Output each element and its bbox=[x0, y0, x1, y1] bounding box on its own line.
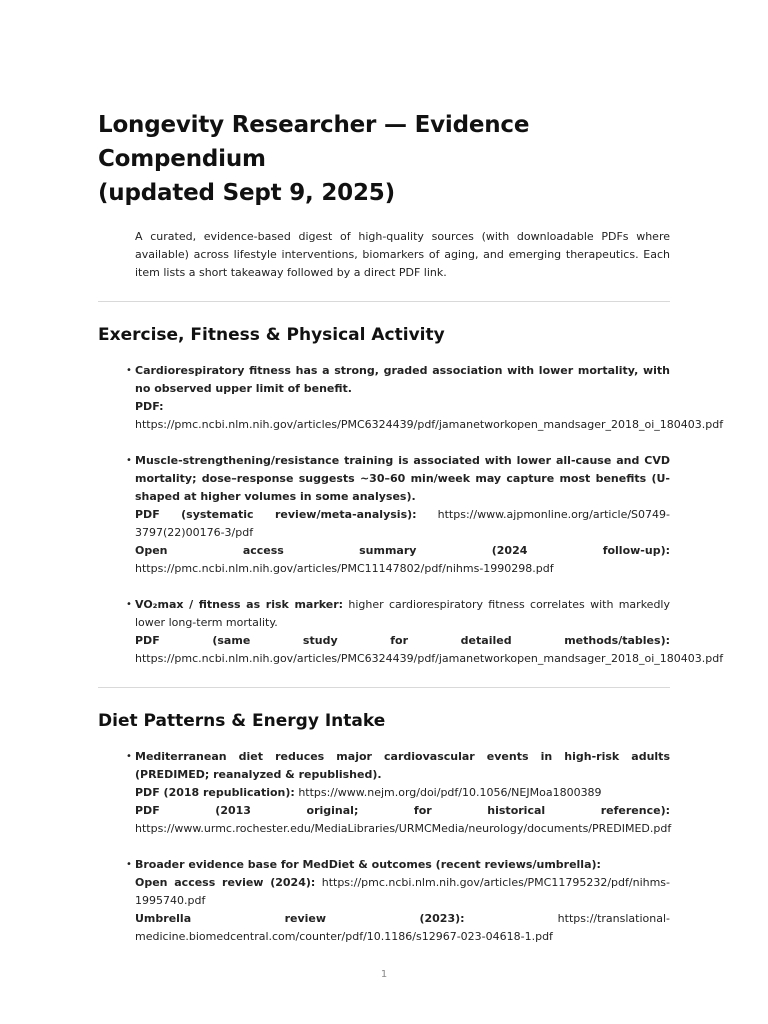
list-item: • Cardiorespiratory fitness has a strong, graded association with lower mortality, with no observed upper limit of benefit. PDF: https://pmc.ncbi.nlm.nih.gov/articles/PMC6324439/pdf/jamanetworkopen_mandsager_2018_oi_180403.pdf bbox=[126, 364, 724, 431]
pdf-link[interactable]: https://pmc.ncbi.nlm.nih.gov/articles/PMC6324439/pdf/jamanetworkopen_mandsager_2018_oi_180403.pdf bbox=[135, 418, 724, 431]
pdf-link[interactable]: https://pmc.ncbi.nlm.nih.gov/articles/PMC11147802/pdf/nihms-1990298.pdf bbox=[135, 562, 554, 575]
pdf-link[interactable]: https://www.nejm.org/doi/pdf/10.1056/NEJMoa1800389 bbox=[298, 786, 602, 799]
pdf-link[interactable]: https://pmc.ncbi.nlm.nih.gov/articles/PMC11795232/pdf/nihms-1995740.pdf bbox=[135, 876, 671, 907]
bullet-icon: • bbox=[126, 751, 132, 762]
pdf-link[interactable]: https://www.ajpmonline.org/article/S0749-3797(22)00176-3/pdf bbox=[135, 508, 670, 539]
pdf-link[interactable]: https://translational-medicine.biomedcentral.com/counter/pdf/10.1186/s12967-023-04618-1.pdf bbox=[135, 912, 671, 943]
bullet-icon: • bbox=[126, 599, 132, 610]
bullet-icon: • bbox=[126, 859, 132, 870]
divider bbox=[98, 301, 670, 302]
page-number: 1 bbox=[380, 969, 388, 980]
section-heading-exercise: Exercise, Fitness & Physical Activity bbox=[98, 325, 445, 345]
document-page bbox=[98, 108, 724, 946]
bullet-icon: • bbox=[126, 365, 132, 376]
pdf-link[interactable]: https://www.urmc.rochester.edu/MediaLibraries/URMCMedia/neurology/documents/PREDIMED.pdf bbox=[135, 822, 672, 835]
divider bbox=[98, 687, 670, 688]
exercise-list bbox=[98, 362, 724, 668]
page-title: Longevity Researcher — Evidence Compendium (updated Sept 9, 2025) bbox=[98, 112, 530, 206]
list-item: • Broader evidence base for MedDiet & outcomes (recent reviews/umbrella): Open access review (2024): https://pmc.ncbi.nlm.nih.gov/articles/PMC11795232/pdf/nihms-1995740.pdf Umbrella review (2023): https://translational-medicine.biomedcentral.com/counter/pdf/10.1186/s12967-023-04618-1.pdf bbox=[126, 858, 671, 943]
bullet-icon: • bbox=[126, 455, 132, 466]
pdf-link[interactable]: https://pmc.ncbi.nlm.nih.gov/articles/PMC6324439/pdf/jamanetworkopen_mandsager_2018_oi_180403.pdf bbox=[135, 652, 724, 665]
section-heading-diet: Diet Patterns & Energy Intake bbox=[98, 711, 386, 731]
list-item: • Muscle-strengthening/resistance training is associated with lower all-cause and CVD mortality; dose–response suggests ~30–60 min/week may capture most benefits (U-shaped at higher volumes in some analyses). PDF (systematic review/meta-analysis): https://www.ajpmonline.org/article/S0749-3797(22)00176-3/pdf Open access summary (2024 follow-up): https://pmc.ncbi.nlm.nih.gov/articles/PMC11147802/pdf/nihms-1990298.pdf bbox=[126, 454, 670, 575]
list-item: • VO₂max / fitness as risk marker: higher cardiorespiratory fitness correlates with markedly lower long-term mortality. PDF (same study for detailed methods/tables): https://pmc.ncbi.nlm.nih.gov/articles/PMC6324439/pdf/jamanetworkopen_mandsager_2018_oi_180403.pdf bbox=[126, 598, 724, 665]
list-item: • Mediterranean diet reduces major cardiovascular events in high-risk adults (PREDIMED; reanalyzed & republished). PDF (2018 republication): https://www.nejm.org/doi/pdf/10.1056/NEJMoa1800389 PDF (2013 original; for historical reference): https://www.urmc.rochester.edu/MediaLibraries/URMCMedia/neurology/documents/PREDIMED.pdf bbox=[126, 750, 672, 835]
intro-paragraph: A curated, evidence-based digest of high-quality sources (with downloadable PDFs where available) across lifestyle interventions, biomarkers of aging, and emerging therapeutics. Each item lists a short takeaway followed by a direct PDF link. bbox=[135, 230, 670, 279]
diet-list bbox=[98, 748, 670, 946]
